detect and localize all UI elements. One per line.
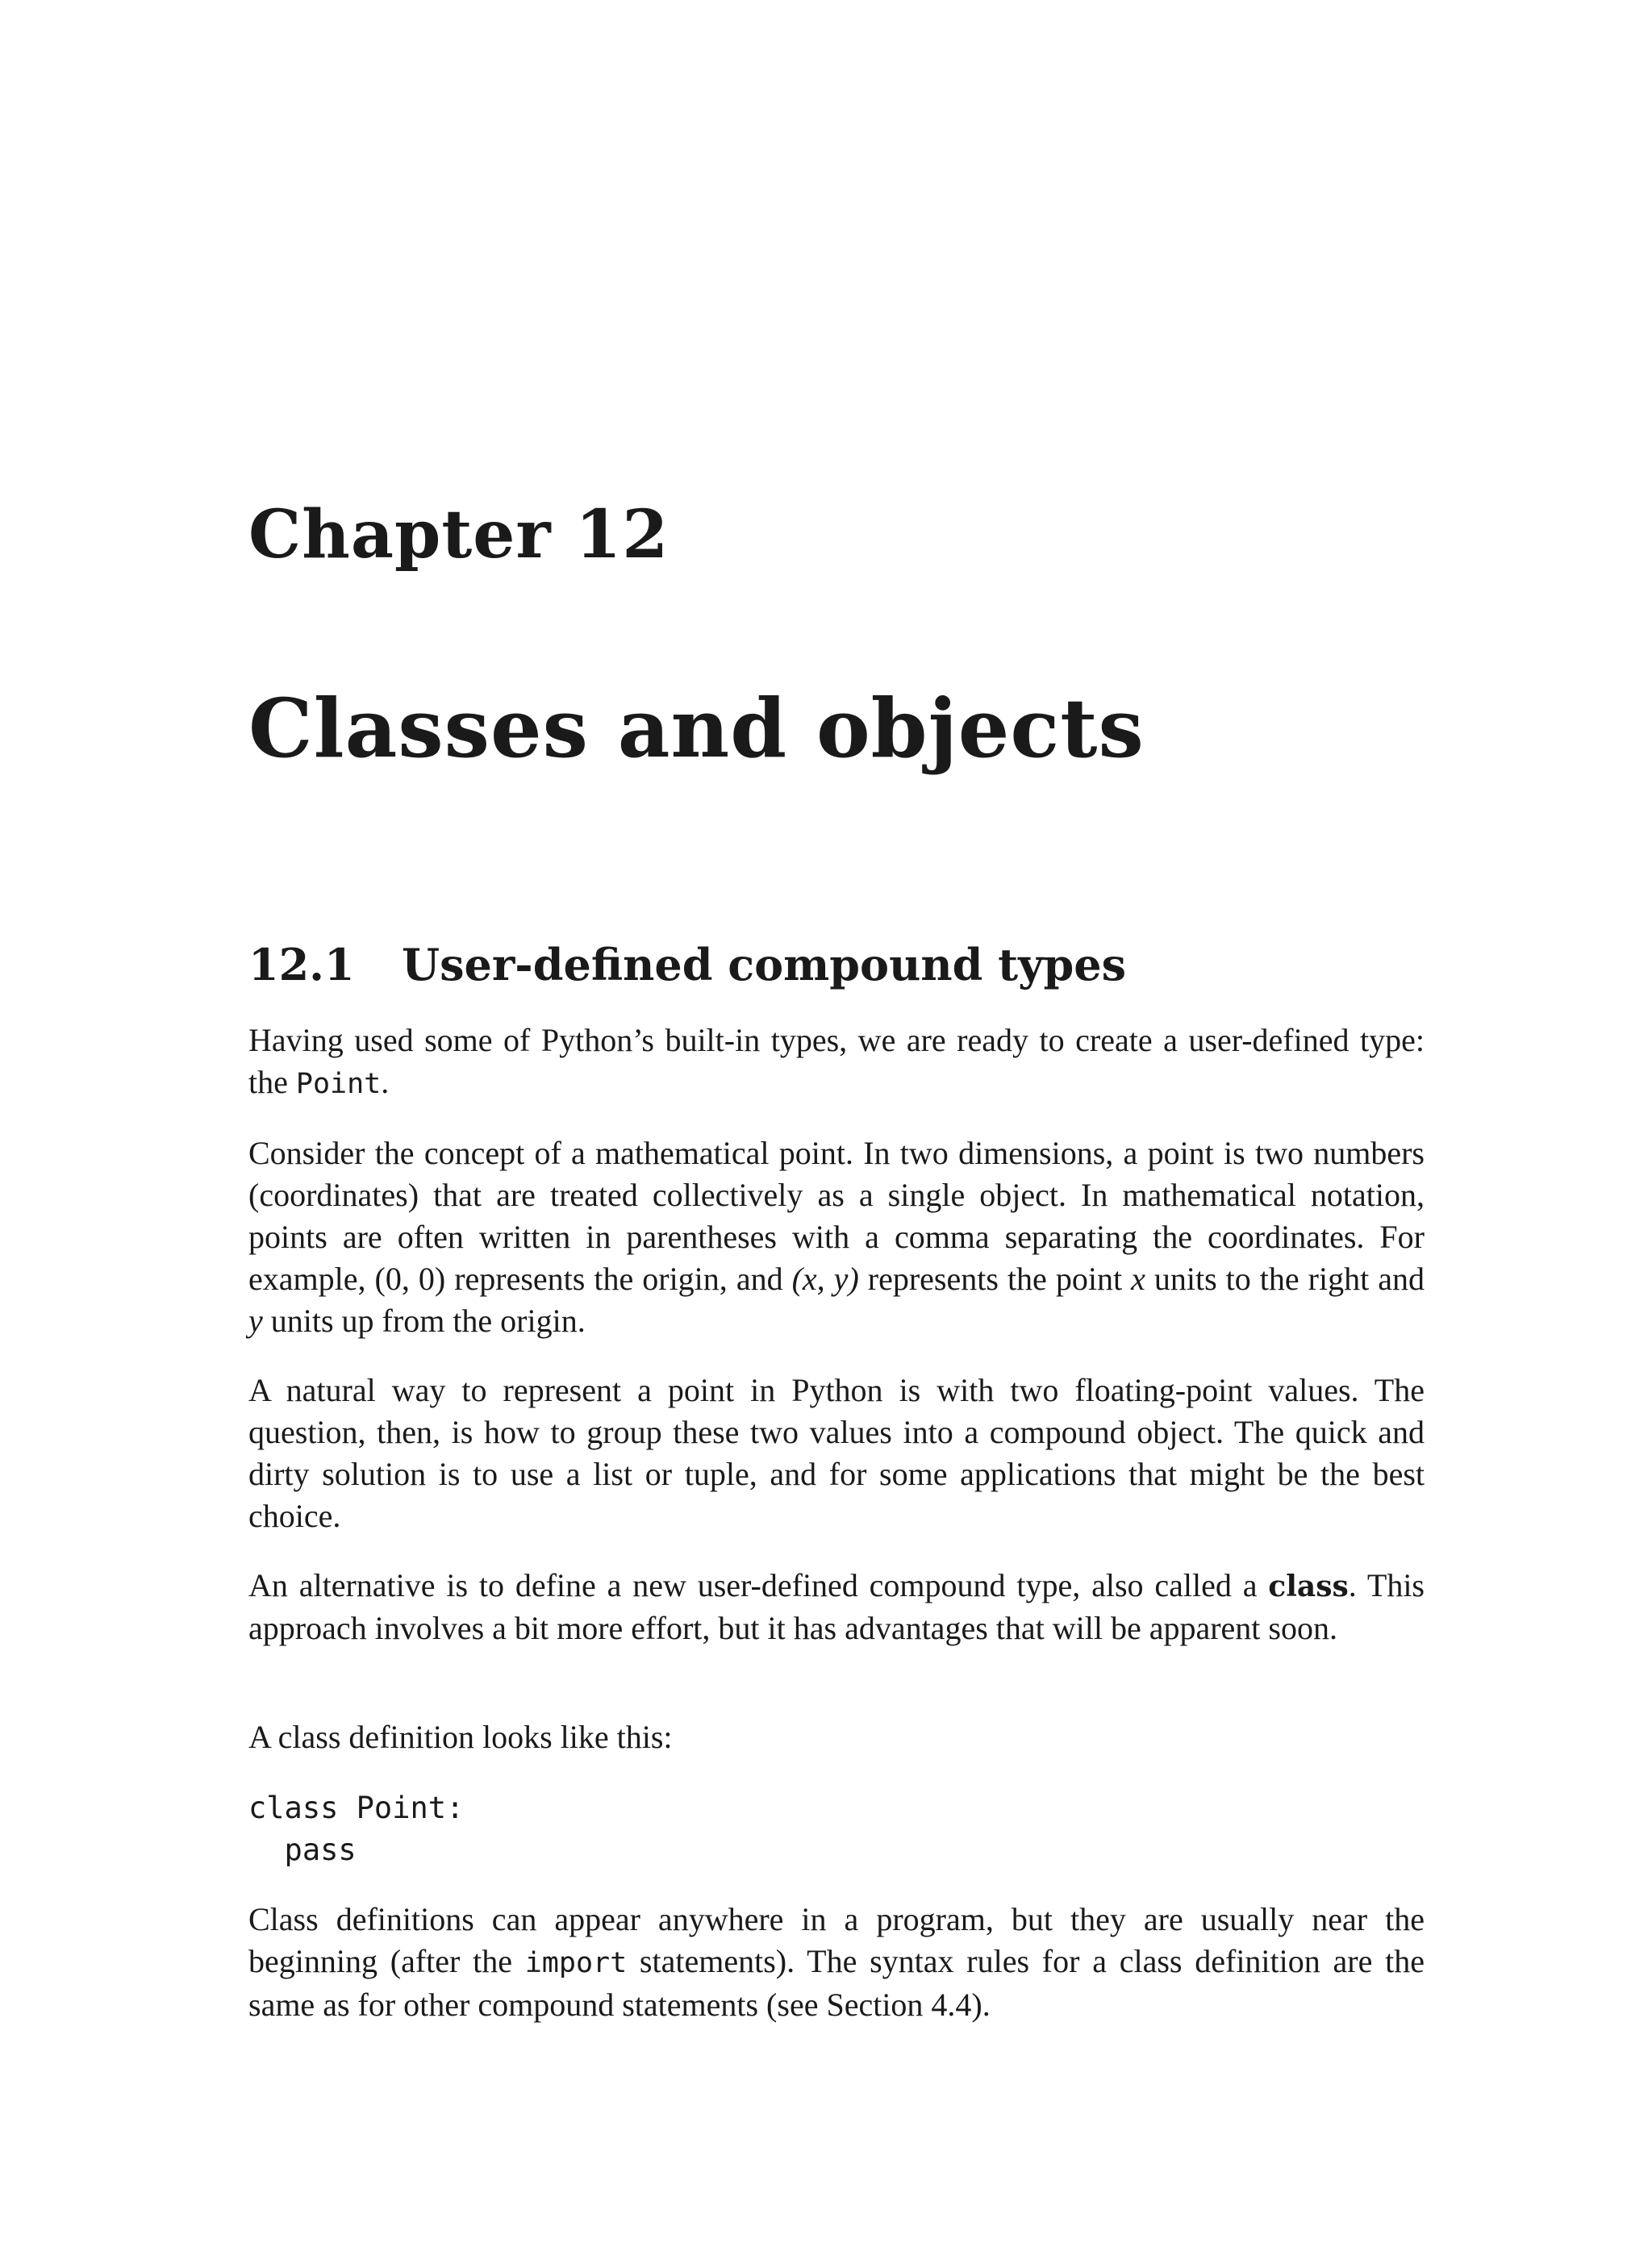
math-xy: (x, y) [791, 1261, 859, 1297]
math-x: x [1131, 1261, 1145, 1297]
paragraph-5 [248, 1716, 1425, 1758]
paragraph-text: statements). The syntax rules for a class definition are the same as for other compound statements (see Section 4.4). [248, 1943, 1425, 2023]
inline-code-point: Point [295, 1068, 382, 1100]
chapter-title: Classes and objects [248, 681, 1145, 776]
paragraph-3 [248, 1370, 1425, 1537]
paragraph-text: units up from the origin. [262, 1303, 586, 1339]
paragraph-4 [248, 1565, 1425, 1649]
math-y: y [248, 1303, 263, 1339]
paragraph-text: Having used some of Python’s built-in types, we are ready to create a user-defined type: the [248, 1022, 1425, 1100]
paragraph-text: Class definitions can appear anywhere in a program, but they are usually near the beginning (after the [248, 1901, 1425, 1979]
paragraph-text: units to the right and [1145, 1261, 1425, 1297]
code-block [248, 1787, 464, 1871]
math-origin: (0, 0) [374, 1261, 446, 1297]
paragraph-2 [248, 1132, 1425, 1342]
paragraph-text: represents the point [858, 1261, 1132, 1297]
paragraph-text: represents the origin, and [445, 1261, 792, 1297]
chapter-label: Chapter 12 [248, 496, 670, 573]
paragraph-text: An alternative is to define a new user-defined compound type, also called a [248, 1567, 1269, 1603]
paragraph-text: . [381, 1064, 390, 1100]
paragraph-text: Consider the concept of a mathematical point. In two dimensions, a point is two numbers (coordinates) that are treated collectively as a single object. In mathematical notation, points are often written in parentheses with a comma separating the coordinates. For example, [248, 1135, 1425, 1297]
code-line: pass [248, 1832, 357, 1867]
code-line: class Point: [248, 1791, 465, 1825]
paragraph-1 [248, 1019, 1425, 1105]
paragraph-text: A class definition looks like this: [248, 1719, 673, 1755]
term-class: class [1268, 1570, 1349, 1603]
section-number: 12.1 [248, 939, 355, 990]
paragraph-6 [248, 1899, 1425, 2026]
inline-code-import: import [524, 1947, 628, 1979]
paragraph-text: A natural way to represent a point in Python is with two floating-point values. The question, then, is how to group these two values into a compound object. The quick and dirty solution is to use a list or tuple, and for some applications that might be the best choice. [248, 1372, 1425, 1534]
section-heading [248, 934, 1126, 995]
section-title: User-defined compound types [402, 939, 1126, 990]
paragraph-text: . This approach involves a bit more effort, but it has advantages that will be apparent soon. [248, 1567, 1425, 1646]
